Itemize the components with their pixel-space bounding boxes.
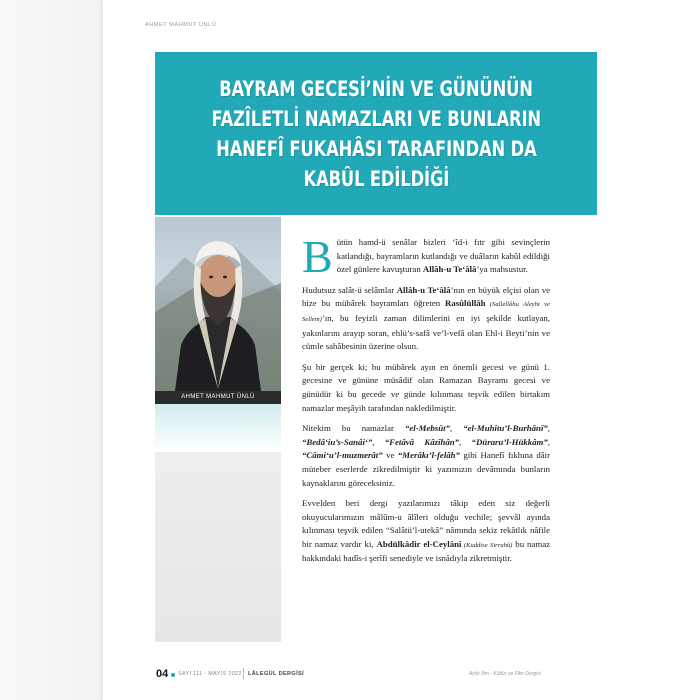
page-number: 04	[156, 668, 169, 680]
running-head-author: AHMET MAHMUT ÜNLÜ	[145, 22, 217, 28]
author-photo	[155, 217, 281, 391]
paragraph-5: Evvelden beri dergi yazılarımızı tâkip eden siz değerli okuyucularımızın mâlûm-u âlîleri olduğu vechile; şevvâl ayında kılınması teşvik edilen “Salâtü’l-utekâ” nâmında sekiz rekâtlık nâfile bir namaz vardır ki, Abdülkâdir el-Ceylânî (Kuddise Sirruhû) bu namaz hakkındaki hadîs-i şerîfi senediyle ve isnâdıyla zikretmiştir.	[302, 498, 551, 564]
article-body	[302, 231, 551, 573]
footer-dot-icon	[171, 673, 175, 677]
title-line-4: KABÛL EDİLDİĞİ	[303, 166, 449, 191]
issue-label: SAYI 111 - MAYIS 2022	[178, 671, 242, 677]
magazine-name: LÂLEGÜL DERGİSİ	[248, 671, 305, 677]
article-title-box	[155, 52, 597, 215]
paragraph-4: Nitekim bu namazlar “el-Mebsût”, “el-Muhîtu’l-Burhânî”, “Bedâ‘iu’s-Sanâi‘”, “Fetâvâ Kâzîhân”, “Düraru’l-Hükkâm”, “Câmi‘u’l-muzmerât” ve “Merâkı’l-felâh” gibi Hanefî fıkhına dâir müteber eserlerde zikredilmiştir ki yazımızın devâmında bunların kaynaklarını göreceksiniz.	[302, 423, 551, 488]
paragraph-3: Şu bir gerçek ki; bu mübârek ayın en önemli gecesi ve günü 1. gecesine ve gününe müsâdif olan Ramazan Bayramı gecesi ve günüdür ki bu gecede ve günde kılınması teşvik edilen birtakım namazlar meşâyih tarafından nakledilmiştir.	[302, 361, 550, 413]
footer-divider	[243, 668, 244, 679]
title-line-1: BAYRAM GECESİ’NİN VE GÜNÜNÜN	[219, 76, 533, 101]
paragraph-2: Hudutsuz salât-ü selâmlar Allâh-u Te‘âlâ’nın en büyük elçisi olan ve bize bu mübârek bayramları öğreten Rasûlüllâh (Sallellâhu Aleyhi ve Sellem)’ın, bu feyizli zaman dilimlerini en iyi şekilde kutlayan, yakınlarını arayıp soran, ehlü’s-safâ ve’l-vefâ olan Ehl-i Beyti’nin ve cümle sahâbesinin üzerine olsun.	[302, 284, 551, 352]
page-edge-shadow	[0, 0, 103, 700]
photo-caption: AHMET MAHMUT ÜNLÜ	[155, 391, 281, 404]
sidebar-accent-strip	[155, 404, 281, 452]
title-line-2: FAZÎLETLİ NAMAZLARI VE BUNLARIN	[211, 106, 541, 131]
magazine-tagline: Aylık İlim - Kültür ve Fikir Dergisi	[469, 671, 541, 677]
title-line-3: HANEFÎ FUKAHÂSI TARAFINDAN DA	[215, 136, 537, 161]
paragraph-1: Bütün hamd-ü senâlar bizleri ‘îd-i fıtr gibi sevinçlerin katlandığı, bayramların kutlandığı ve duâların kabûl edildiği özel günlere kavuşturan Allâh-u Te‘âlâ’ya mahsustur.	[302, 231, 550, 282]
drop-cap: B	[302, 231, 333, 282]
